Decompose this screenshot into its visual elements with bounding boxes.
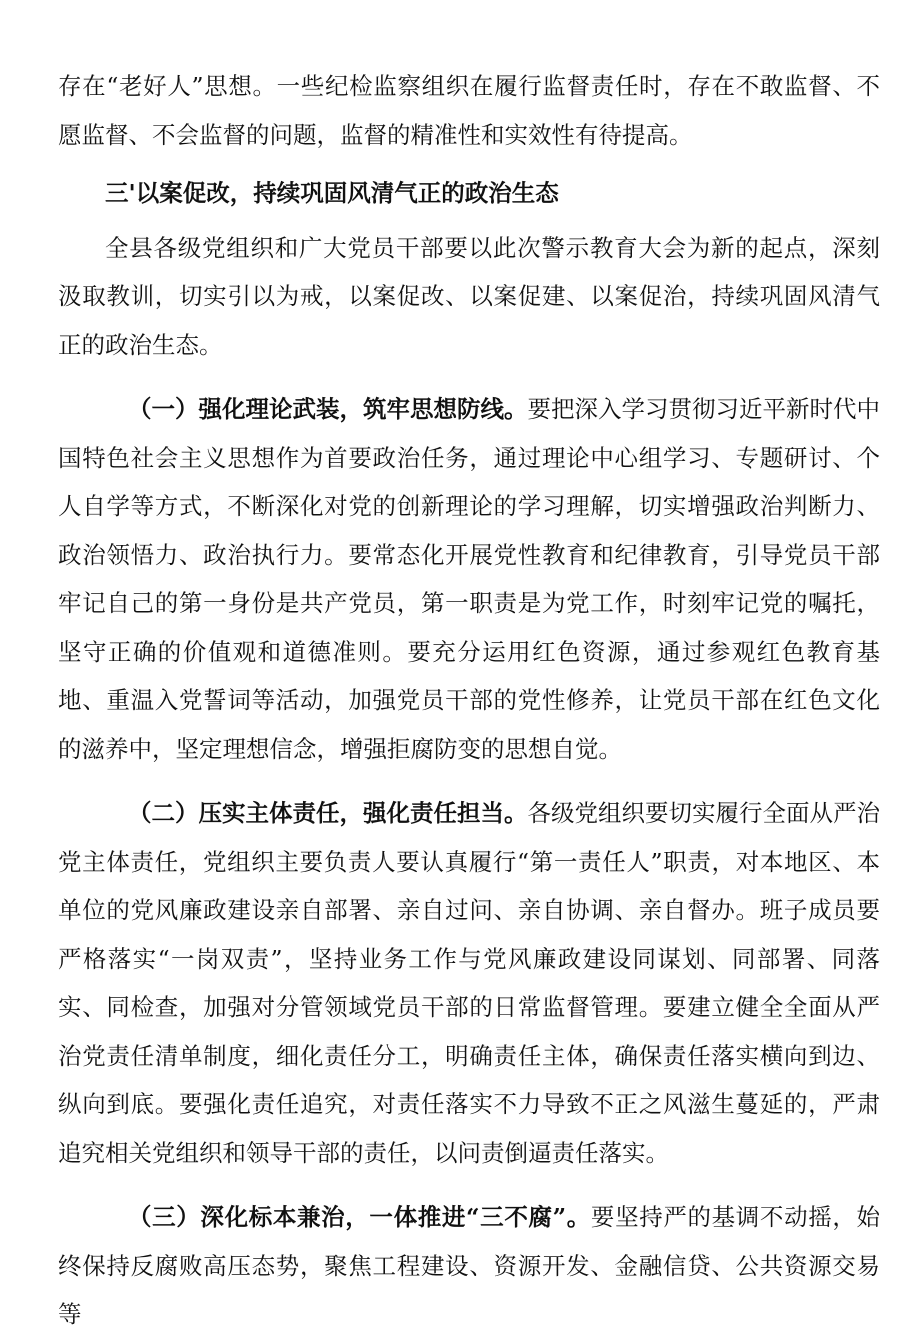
subsection-1-body: 要把深入学习贯彻习近平新时代中国特色社会主义思想作为首要政治任务，通过理论中心组学习、专题研讨、个人自学等方式，不断深化对党的创新理论的学习理解，切实增强政治判断力、政治领悟力、政治执行力。要常态化开展党性教育和纪律教育，引导党员干部牢记自己的第一身份是共产党员，第一职责是为党工作，时刻牢记党的嘱托，坚守正确的价值观和道德准则。要充分运用红色资源，通过参观红色教育基地、重温入党誓词等活动，加强党员干部的党性修养，让党员干部在红色文化的滋养中，坚定理想信念，增强拒腐防变的思想自觉。 xyxy=(58,395,880,763)
subsection-2-heading: （二）压实主体责任，强化责任担当。 xyxy=(128,799,528,827)
paragraph-subsection-1 xyxy=(58,385,880,773)
subsection-2-body: 各级党组织要切实履行全面从严治党主体责任，党组织主要负责人要认真履行“第一责任人”职责，对本地区、本单位的党风廉政建设亲自部署、亲自过问、亲自协调、亲自督办。班子成员要严格落实“一岗双责”，坚持业务工作与党风廉政建设同谋划、同部署、同落实、同检查，加强对分管领域党员干部的日常监督管理。要建立健全全面从严治党责任清单制度，细化责任分工，明确责任主体，确保责任落实横向到边、纵向到底。要强化责任追究，对责任落实不力导致不正之风滋生蔓延的，严肃追究相关党组织和领导干部的责任，以问责倒逼责任落实。 xyxy=(58,799,880,1167)
section-heading: 三'以案促改，持续巩固风清气正的政治生态 xyxy=(105,179,559,207)
subsection-1-heading: （一）强化理论武装，筑牢思想防线。 xyxy=(128,395,528,423)
subsection-3-body: 要坚持严的基调不动摇，始终保持反腐败高压态势，聚焦工程建设、资源开发、金融信贷、公共资源交易等 xyxy=(58,1203,881,1328)
paragraph-subsection-2 xyxy=(58,789,880,1177)
paragraph-subsection-3 xyxy=(58,1193,880,1339)
subsection-3-heading: （三）深化标本兼治，一体推进“三不腐”。 xyxy=(128,1203,591,1231)
paragraph-intro: 全县各级党组织和广大党员干部要以此次警示教育大会为新的起点，深刻汲取教训，切实引以为戒，以案促改、以案促建、以案促治，持续巩固风清气正的政治生态。 xyxy=(58,233,880,359)
paragraph-continuation: 存在“老好人”思想。一些纪检监察组织在履行监督责任时，存在不敢监督、不愿监督、不会监督的问题，监督的精准性和实效性有待提高。 xyxy=(58,72,880,149)
document-page xyxy=(58,62,880,1339)
